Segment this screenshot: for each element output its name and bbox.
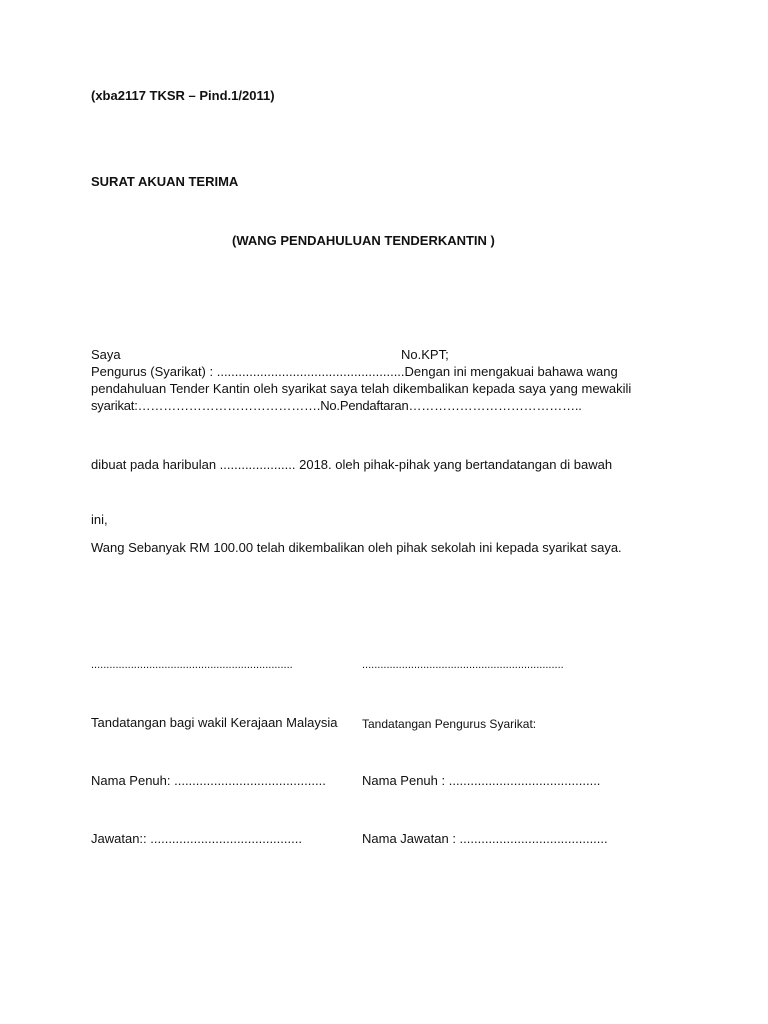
signature-line-left: .................................................................. [91, 659, 293, 671]
position-right: Nama Jawatan : ......................................... [362, 831, 608, 846]
pendahuluan-line: pendahuluan Tender Kantin oleh syarikat saya telah dikembalikan kepada saya yang mewakili [91, 381, 632, 396]
full-name-right: Nama Penuh : .......................................... [362, 773, 601, 788]
kpt-label: No.KPT; [401, 347, 449, 362]
signature-label-right: Tandatangan Pengurus Syarikat: [362, 717, 537, 731]
saya-label: Saya [91, 347, 121, 362]
reference-code: (xba2117 TKSR – Pind.1/2011) [91, 88, 275, 103]
syarikat-line: syarikat:…………………………………….No.Pendaftaran………………………………….. [91, 398, 582, 413]
dibuat-line: dibuat pada haribulan ..................... 2018. oleh pihak-pihak yang bertandatangan di bawah [91, 457, 613, 472]
pengurus-line: Pengurus (Syarikat) : ....................................................Dengan ini mengakuai bahawa wang [91, 364, 618, 379]
wang-line: Wang Sebanyak RM 100.00 telah dikembalikan oleh pihak sekolah ini kepada syarikat saya. [91, 540, 622, 555]
ini-line: ini, [91, 512, 108, 527]
page-title: SURAT AKUAN TERIMA [91, 174, 239, 189]
position-left: Jawatan:: .......................................... [91, 831, 302, 846]
signature-line-right: .................................................................. [362, 659, 564, 671]
page-subtitle: (WANG PENDAHULUAN TENDERKANTIN ) [232, 233, 495, 248]
full-name-left: Nama Penuh: .......................................... [91, 773, 326, 788]
signature-label-left: Tandatangan bagi wakil Kerajaan Malaysia [91, 715, 338, 730]
